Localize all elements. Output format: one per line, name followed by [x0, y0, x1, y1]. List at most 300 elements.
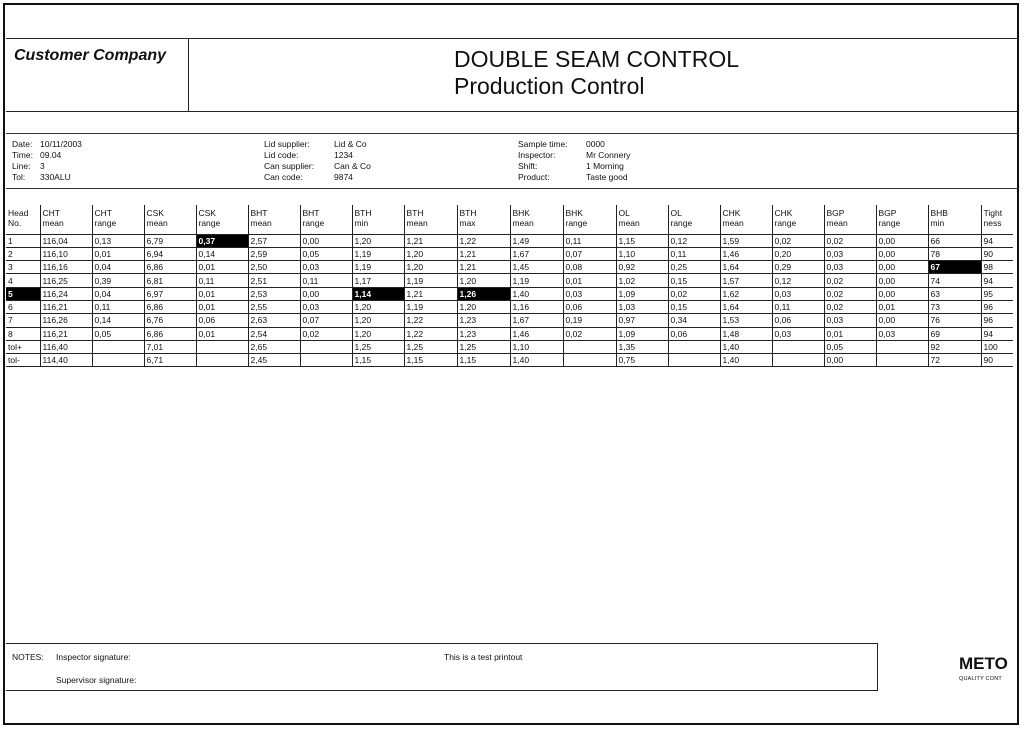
table-cell: 2,59: [248, 247, 300, 260]
column-header: [196, 205, 248, 234]
table-cell: 7,01: [144, 340, 196, 353]
column-header-line: BGP: [878, 208, 897, 218]
table-cell: 6: [6, 300, 40, 313]
info-value: 9874: [334, 172, 353, 182]
report-subtitle: Production Control: [454, 73, 645, 99]
table-cell: [772, 340, 824, 353]
table-row: [6, 261, 1013, 274]
column-header: [352, 205, 404, 234]
column-header: [144, 205, 196, 234]
info-column-date: [12, 139, 82, 183]
table-cell: 0,00: [876, 314, 928, 327]
table-cell: 1,46: [510, 327, 563, 340]
column-header: [772, 205, 824, 234]
table-cell: 6,94: [144, 247, 196, 260]
column-header: [6, 205, 40, 234]
table-cell: 78: [928, 247, 981, 260]
column-header-line: BHK: [565, 208, 583, 218]
table-cell: 0,03: [772, 287, 824, 300]
table-cell: 1,21: [404, 287, 457, 300]
table-cell: 0,02: [824, 300, 876, 313]
table-cell: 0,05: [300, 247, 352, 260]
table-cell: 2,51: [248, 274, 300, 287]
table-cell: 1,35: [616, 340, 668, 353]
seam-measurement-table: [6, 205, 1013, 367]
table-cell: 0,00: [876, 261, 928, 274]
table-header-row: [6, 205, 1013, 234]
column-header-line: mean: [146, 218, 168, 228]
notes-label: NOTES:: [12, 652, 44, 662]
column-header-line: mean: [250, 218, 272, 228]
column-header-line: BTH: [459, 208, 477, 218]
table-cell: 0,00: [824, 354, 876, 367]
company-box: [6, 38, 189, 112]
table-cell: 0,01: [824, 327, 876, 340]
table-cell: 0,01: [196, 300, 248, 313]
table-cell: 3: [6, 261, 40, 274]
table-cell: tol+: [6, 340, 40, 353]
table-cell: 2,54: [248, 327, 300, 340]
column-header-line: BHT: [250, 208, 268, 218]
table-cell: 0,03: [824, 261, 876, 274]
table-cell: 96: [981, 314, 1013, 327]
table-cell: 1,25: [404, 340, 457, 353]
table-cell: 0,02: [772, 234, 824, 247]
table-cell: 114,40: [40, 354, 92, 367]
table-cell: 0,04: [92, 287, 144, 300]
table-cell: 1,10: [510, 340, 563, 353]
table-cell: 90: [981, 247, 1013, 260]
info-value: 09.04: [40, 150, 62, 160]
column-header-line: min: [354, 218, 369, 228]
table-cell: 116,10: [40, 247, 92, 260]
table-cell: 0,75: [616, 354, 668, 367]
table-cell: 1,19: [510, 274, 563, 287]
table-cell: [92, 340, 144, 353]
report-title: DOUBLE SEAM CONTROL: [454, 46, 739, 72]
table-cell: [668, 340, 720, 353]
table-cell: 1,15: [404, 354, 457, 367]
column-header: [563, 205, 616, 234]
table-cell: 0,07: [563, 247, 616, 260]
column-header: [928, 205, 981, 234]
column-header-line: BHB: [930, 208, 948, 218]
table-row: [6, 340, 1013, 353]
info-value: 3: [40, 161, 45, 171]
table-cell: 2,53: [248, 287, 300, 300]
table-cell: 0,15: [668, 274, 720, 287]
info-label: Time:: [12, 150, 33, 160]
table-cell: 2,57: [248, 234, 300, 247]
table-cell: 0,39: [92, 274, 144, 287]
table-cell: 7: [6, 314, 40, 327]
info-label: Sample time:: [518, 139, 568, 149]
info-label: Lid supplier:: [264, 139, 310, 149]
table-cell: 1,19: [352, 247, 404, 260]
column-header-line: mean: [618, 218, 640, 228]
info-value: Mr Connery: [586, 150, 631, 160]
table-cell: 4: [6, 274, 40, 287]
table-cell: 63: [928, 287, 981, 300]
table-cell: 0,11: [772, 300, 824, 313]
info-value: Can & Co: [334, 161, 371, 171]
table-cell: 6,79: [144, 234, 196, 247]
column-header-line: CHK: [774, 208, 793, 218]
table-cell: 1,22: [404, 314, 457, 327]
table-cell: 0,07: [300, 314, 352, 327]
table-cell: 0,08: [563, 261, 616, 274]
table-cell: 5: [6, 287, 40, 300]
table-cell: 2,65: [248, 340, 300, 353]
table-cell: 1,49: [510, 234, 563, 247]
table-cell: [876, 354, 928, 367]
column-header-line: range: [878, 218, 901, 228]
info-column-supplier: [264, 139, 371, 183]
table-cell: 116,25: [40, 274, 92, 287]
table-cell: 0,01: [196, 327, 248, 340]
table-cell: 1,20: [457, 300, 510, 313]
column-header-line: mean: [42, 218, 64, 228]
report-titles: [454, 46, 739, 100]
table-cell: 0,37: [196, 234, 248, 247]
table-cell: 0,04: [92, 261, 144, 274]
table-cell: 1,15: [457, 354, 510, 367]
table-cell: 1,21: [457, 247, 510, 260]
column-header: [668, 205, 720, 234]
table-cell: 0,01: [92, 247, 144, 260]
table-cell: 1,48: [720, 327, 772, 340]
table-cell: 1,21: [457, 261, 510, 274]
table-cell: 66: [928, 234, 981, 247]
table-cell: 1,19: [352, 261, 404, 274]
table-cell: 1,40: [510, 287, 563, 300]
column-header-line: BTH: [406, 208, 424, 218]
table-cell: 1,21: [404, 234, 457, 247]
column-header-line: OL: [618, 208, 630, 218]
column-header-line: BHK: [512, 208, 530, 218]
table-cell: 1,53: [720, 314, 772, 327]
column-header-line: mean: [406, 218, 428, 228]
table-cell: 0,02: [824, 234, 876, 247]
table-cell: 0,11: [300, 274, 352, 287]
table-cell: 0,02: [668, 287, 720, 300]
column-header-line: max: [459, 218, 476, 228]
table-cell: 1,20: [352, 234, 404, 247]
table-cell: 6,86: [144, 261, 196, 274]
table-cell: 0,11: [668, 247, 720, 260]
table-cell: 0,11: [563, 234, 616, 247]
column-header: [40, 205, 92, 234]
table-cell: 1,16: [510, 300, 563, 313]
table-cell: 1,40: [720, 340, 772, 353]
table-cell: 0,01: [196, 261, 248, 274]
table-cell: 0,19: [563, 314, 616, 327]
table-cell: 116,40: [40, 340, 92, 353]
report-info: [6, 133, 1018, 189]
table-cell: 0,92: [616, 261, 668, 274]
table-cell: 1,02: [616, 274, 668, 287]
table-cell: 0,01: [876, 300, 928, 313]
table-cell: 1,23: [457, 327, 510, 340]
column-header-line: CHK: [722, 208, 741, 218]
table-cell: 6,97: [144, 287, 196, 300]
table-cell: 0,14: [92, 314, 144, 327]
info-label: Line:: [12, 161, 31, 171]
table-cell: [876, 340, 928, 353]
table-cell: 0,05: [92, 327, 144, 340]
table-cell: 1,57: [720, 274, 772, 287]
column-header: [876, 205, 928, 234]
table-cell: 1,25: [457, 340, 510, 353]
table-cell: 0,02: [824, 287, 876, 300]
info-label: Lid code:: [264, 150, 299, 160]
column-header: [720, 205, 772, 234]
table-cell: 1,22: [457, 234, 510, 247]
table-cell: 0,11: [92, 300, 144, 313]
table-cell: 2,45: [248, 354, 300, 367]
meto-logo: METO: [959, 654, 1008, 673]
column-header-line: BHT: [302, 208, 320, 218]
table-cell: 95: [981, 287, 1013, 300]
table-cell: 1,09: [616, 327, 668, 340]
column-header-line: mean: [826, 218, 848, 228]
notes-box: [6, 643, 878, 691]
table-cell: 0,06: [772, 314, 824, 327]
table-cell: 1,46: [720, 247, 772, 260]
table-cell: 0,02: [300, 327, 352, 340]
table-cell: 1,64: [720, 261, 772, 274]
table-cell: 0,12: [668, 234, 720, 247]
column-header-line: range: [670, 218, 693, 228]
table-cell: 0,00: [876, 274, 928, 287]
table-cell: 1,17: [352, 274, 404, 287]
table-cell: 1,09: [616, 287, 668, 300]
table-cell: 0,03: [300, 300, 352, 313]
table-row: [6, 234, 1013, 247]
info-label: Product:: [518, 172, 550, 182]
table-cell: 0,12: [772, 274, 824, 287]
table-cell: 1,59: [720, 234, 772, 247]
table-cell: 74: [928, 274, 981, 287]
table-cell: tol-: [6, 354, 40, 367]
table-cell: 94: [981, 327, 1013, 340]
table-cell: 0,20: [772, 247, 824, 260]
info-value: 0000: [586, 139, 605, 149]
column-header: [616, 205, 668, 234]
column-header-line: BTH: [354, 208, 372, 218]
table-cell: 2: [6, 247, 40, 260]
info-value: Taste good: [586, 172, 628, 182]
table-cell: 116,16: [40, 261, 92, 274]
column-header-line: mean: [512, 218, 534, 228]
table-cell: [196, 340, 248, 353]
table-cell: 1,23: [457, 314, 510, 327]
table-cell: 98: [981, 261, 1013, 274]
table-cell: 1,20: [457, 274, 510, 287]
column-header: [92, 205, 144, 234]
table-row: [6, 314, 1013, 327]
table-cell: 6,76: [144, 314, 196, 327]
table-cell: 92: [928, 340, 981, 353]
table-cell: 1,22: [404, 327, 457, 340]
table-cell: 6,86: [144, 300, 196, 313]
table-cell: 1,10: [616, 247, 668, 260]
table-cell: 0,00: [876, 234, 928, 247]
info-label: Shift:: [518, 161, 538, 171]
table-cell: 69: [928, 327, 981, 340]
table-cell: 8: [6, 327, 40, 340]
table-row: [6, 327, 1013, 340]
table-cell: 116,24: [40, 287, 92, 300]
info-value: 1234: [334, 150, 353, 160]
info-label: Inspector:: [518, 150, 556, 160]
column-header-line: mean: [722, 218, 744, 228]
table-cell: 1,26: [457, 287, 510, 300]
column-header: [404, 205, 457, 234]
column-header: [824, 205, 876, 234]
column-header-line: range: [198, 218, 221, 228]
table-cell: 1,20: [352, 327, 404, 340]
column-header: [981, 205, 1013, 234]
column-header-line: BGP: [826, 208, 845, 218]
table-cell: 67: [928, 261, 981, 274]
table-cell: 1,15: [352, 354, 404, 367]
table-cell: 0,01: [196, 287, 248, 300]
info-value: 10/11/2003: [40, 139, 82, 149]
info-label: Tol:: [12, 172, 26, 182]
table-cell: 0,14: [196, 247, 248, 260]
table-cell: 0,13: [92, 234, 144, 247]
test-printout-note: This is a test printout: [444, 652, 523, 662]
table-cell: [563, 354, 616, 367]
info-label: Can supplier:: [264, 161, 315, 171]
table-cell: 0,03: [563, 287, 616, 300]
table-cell: 116,21: [40, 300, 92, 313]
table-cell: 0,97: [616, 314, 668, 327]
info-value: Lid & Co: [334, 139, 367, 149]
table-cell: 6,86: [144, 327, 196, 340]
column-header-line: range: [94, 218, 117, 228]
meto-tagline: QUALITY CONT: [959, 676, 1002, 682]
column-header: [457, 205, 510, 234]
company-name: Customer Company: [14, 47, 167, 64]
column-header-line: range: [774, 218, 797, 228]
table-cell: 0,11: [196, 274, 248, 287]
table-cell: 1,19: [404, 300, 457, 313]
table-cell: 94: [981, 274, 1013, 287]
column-header-line: range: [565, 218, 588, 228]
table-cell: 0,02: [563, 327, 616, 340]
table-cell: [196, 354, 248, 367]
column-header-line: CSK: [146, 208, 164, 218]
info-column-sample: [518, 139, 630, 183]
column-header-line: CHT: [94, 208, 112, 218]
table-cell: 1,20: [352, 300, 404, 313]
table-cell: 0,34: [668, 314, 720, 327]
table-cell: 0,03: [772, 327, 824, 340]
table-cell: 0,00: [300, 234, 352, 247]
table-cell: 1,19: [404, 274, 457, 287]
table-cell: 1,03: [616, 300, 668, 313]
table-cell: 0,00: [876, 247, 928, 260]
table-cell: 1,20: [404, 261, 457, 274]
table-cell: 0,25: [668, 261, 720, 274]
table-cell: [92, 354, 144, 367]
table-cell: 0,00: [300, 287, 352, 300]
table-cell: 100: [981, 340, 1013, 353]
table-row: [6, 354, 1013, 367]
table-cell: 0,03: [824, 247, 876, 260]
table-cell: [300, 340, 352, 353]
table-cell: 0,01: [563, 274, 616, 287]
column-header-line: Head: [8, 208, 29, 218]
column-header-line: OL: [670, 208, 682, 218]
table-cell: 0,03: [300, 261, 352, 274]
table-cell: 0,29: [772, 261, 824, 274]
table-cell: 1: [6, 234, 40, 247]
table-row: [6, 287, 1013, 300]
table-cell: 0,03: [876, 327, 928, 340]
info-value: 1 Morning: [586, 161, 624, 171]
table-cell: 94: [981, 234, 1013, 247]
table-cell: 1,15: [616, 234, 668, 247]
column-header-line: CHT: [42, 208, 60, 218]
table-cell: 116,04: [40, 234, 92, 247]
info-label: Date:: [12, 139, 33, 149]
table-cell: 1,67: [510, 247, 563, 260]
inspector-signature-label: Inspector signature:: [56, 652, 131, 662]
table-cell: 1,64: [720, 300, 772, 313]
table-cell: 116,26: [40, 314, 92, 327]
table-cell: [300, 354, 352, 367]
table-cell: 0,03: [824, 314, 876, 327]
table-cell: 1,40: [510, 354, 563, 367]
table-cell: 1,67: [510, 314, 563, 327]
table-cell: 2,63: [248, 314, 300, 327]
column-header-line: No.: [8, 218, 22, 228]
table-cell: 0,00: [876, 287, 928, 300]
table-cell: 0,15: [668, 300, 720, 313]
table-cell: 73: [928, 300, 981, 313]
table-cell: 0,02: [824, 274, 876, 287]
table-cell: 116,21: [40, 327, 92, 340]
table-cell: 1,45: [510, 261, 563, 274]
table-cell: 76: [928, 314, 981, 327]
table-row: [6, 300, 1013, 313]
table-cell: 0,06: [563, 300, 616, 313]
column-header-line: Tight: [983, 208, 1003, 218]
table-cell: 72: [928, 354, 981, 367]
column-header: [510, 205, 563, 234]
table-cell: 1,20: [352, 314, 404, 327]
table-row: [6, 247, 1013, 260]
table-cell: 96: [981, 300, 1013, 313]
table-cell: 2,50: [248, 261, 300, 274]
table-cell: 1,40: [720, 354, 772, 367]
table-row: [6, 274, 1013, 287]
column-header-line: ness: [983, 218, 1002, 228]
table-cell: 0,05: [824, 340, 876, 353]
supervisor-signature-label: Supervisor signature:: [56, 675, 137, 685]
table-cell: 1,25: [352, 340, 404, 353]
info-label: Can code:: [264, 172, 303, 182]
column-header-line: range: [302, 218, 325, 228]
column-header: [300, 205, 352, 234]
table-cell: 90: [981, 354, 1013, 367]
table-cell: 6,71: [144, 354, 196, 367]
table-cell: 6,81: [144, 274, 196, 287]
table-cell: 1,62: [720, 287, 772, 300]
